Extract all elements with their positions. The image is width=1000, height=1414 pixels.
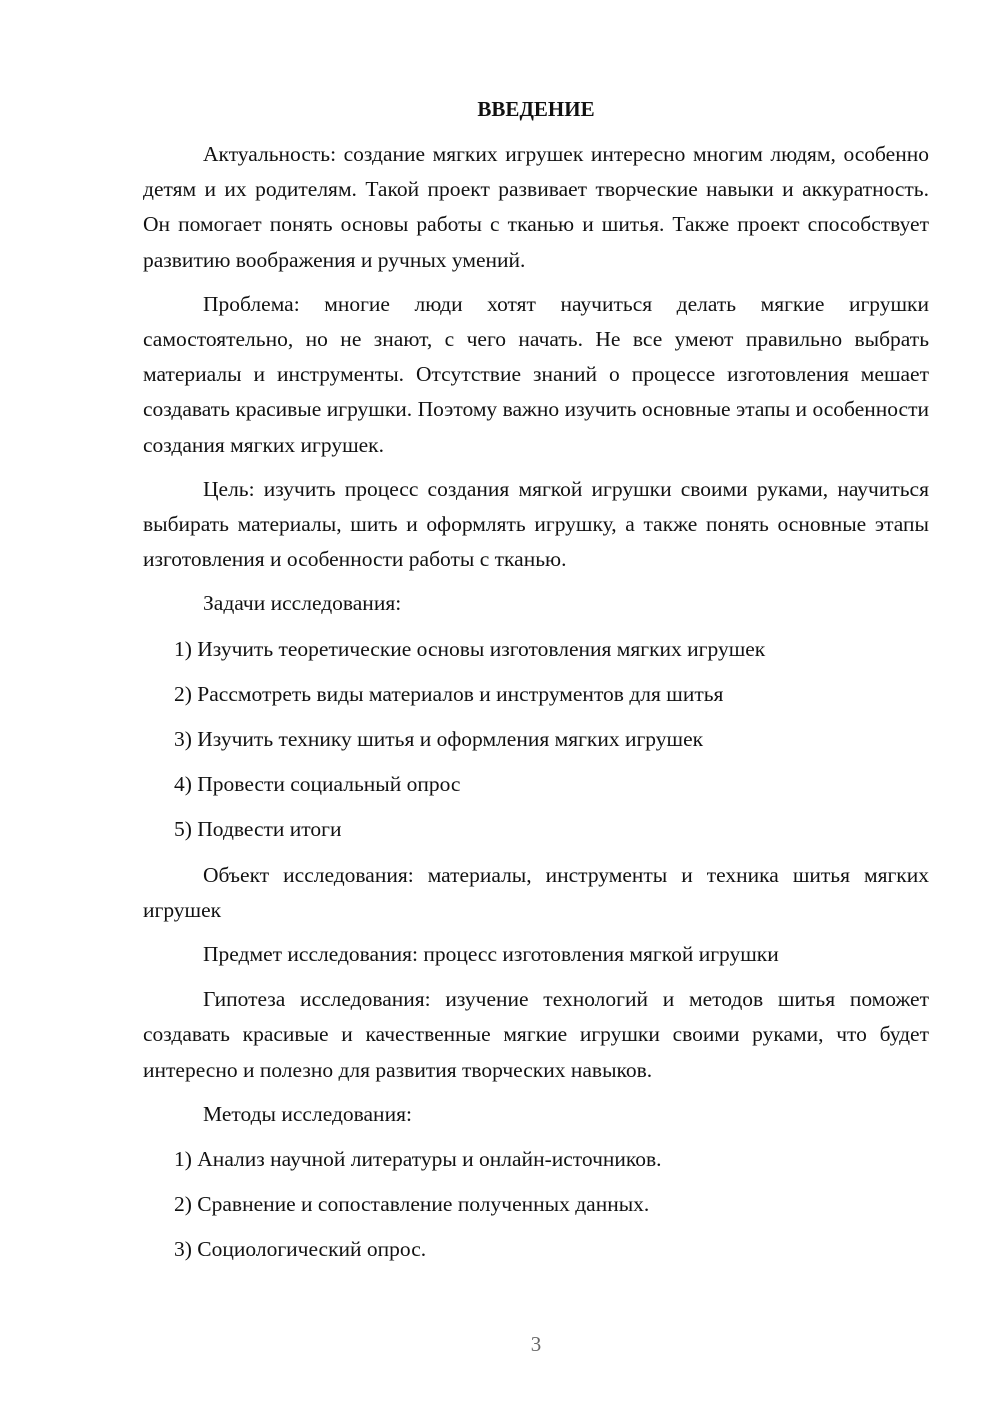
method-item: 1) Анализ научной литературы и онлайн-источников. xyxy=(174,1147,662,1172)
methods-list xyxy=(143,1142,929,1268)
object-paragraph: Объект исследования: материалы, инструменты и техника шитья мягких игрушек xyxy=(143,862,929,922)
task-item: 1) Изучить теоретические основы изготовления мягких игрушек xyxy=(174,636,766,661)
tasks-list xyxy=(143,632,929,848)
tasks-label: Задачи исследования: xyxy=(203,591,402,616)
methods-label: Методы исследования: xyxy=(203,1101,412,1126)
document-title: ВВЕДЕНИЕ xyxy=(477,97,595,121)
task-item: 4) Провести социальный опрос xyxy=(174,772,461,797)
task-item: 2) Рассмотреть виды материалов и инструментов для шитья xyxy=(174,681,724,706)
subject-paragraph: Предмет исследования: процесс изготовления мягкой игрушки xyxy=(203,942,779,967)
task-item: 5) Подвести итоги xyxy=(174,817,342,842)
page-number: 3 xyxy=(530,1332,542,1356)
task-item: 3) Изучить технику шитья и оформления мягких игрушек xyxy=(174,727,704,752)
hypothesis-paragraph: Гипотеза исследования: изучение технологий и методов шитья поможет создавать красивые и качественные мягкие игрушки своими руками, что будет интересно и полезно для развития творческих навыков. xyxy=(143,987,929,1082)
problem-paragraph: Проблема: многие люди хотят научиться делать мягкие игрушки самостоятельно, но не знают, с чего начать. Не все умеют правильно выбрать материалы и инструменты. Отсутствие знаний о процессе изготовления мешает создавать красивые игрушки. Поэтому важно изучить основные этапы и особенности создания мягких игрушек. xyxy=(143,291,929,457)
method-item: 3) Социологический опрос. xyxy=(174,1237,427,1262)
goal-paragraph: Цель: изучить процесс создания мягкой игрушки своими руками, научиться выбирать материалы, шить и оформлять игрушку, а также понять основные этапы изготовления и особенности работы с тканью. xyxy=(143,476,929,572)
method-item: 2) Сравнение и сопоставление полученных данных. xyxy=(174,1192,650,1217)
relevance-paragraph: Актуальность: создание мягких игрушек интересно многим людям, особенно детям и их родителям. Такой проект развивает творческие навыки и аккуратность. Он помогает понять основы работы с тканью и шитья. Также проект способствует развитию воображения и ручных умений. xyxy=(143,142,929,272)
document-page xyxy=(143,92,929,1278)
